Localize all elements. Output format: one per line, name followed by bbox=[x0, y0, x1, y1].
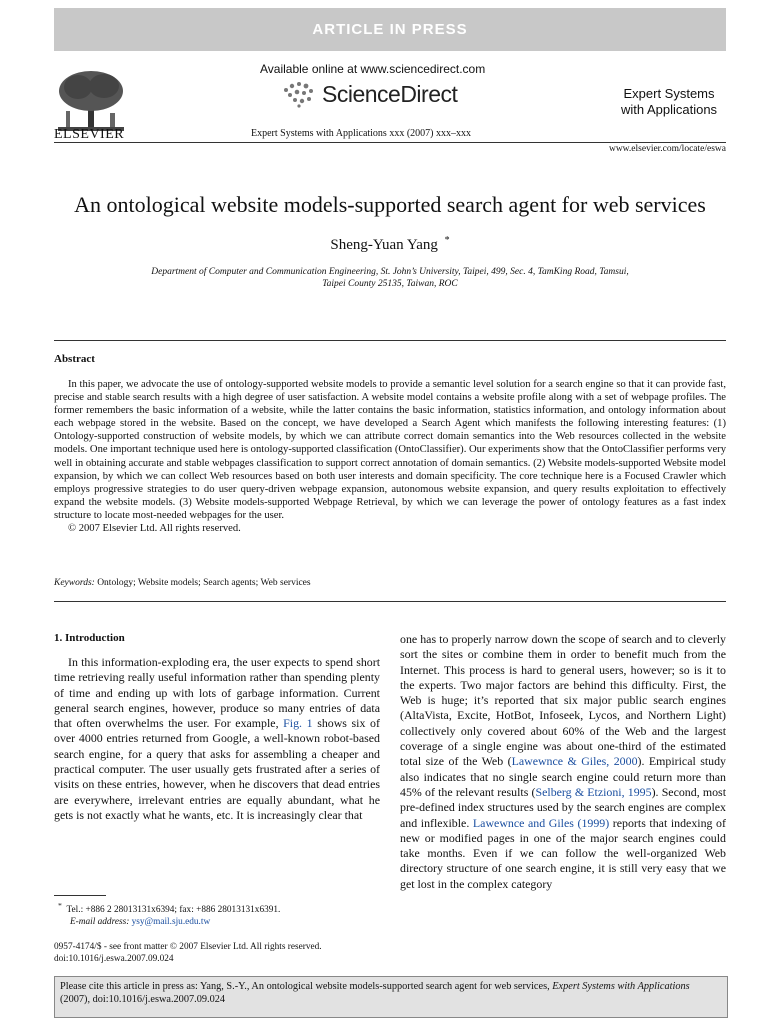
intro-paragraph-left bbox=[54, 655, 380, 823]
affiliation bbox=[100, 266, 680, 290]
footnote-tel: Tel.: +886 2 28013131x6394; fax: +886 28013131x6391. bbox=[66, 905, 281, 916]
intro-right-text-a: one has to properly narrow down the scope of search and to cleverly sort the sites or combine them in order to benefit much from the Internet. This process is hard to general users, however; so is it to the experts. Two major factors are behind this difficulty. First, the Web is huge; it’s reported that six major public search engines (AltaVista, Excite, HotBot, Infoseek, Lycos, and Northern Light) collectively only covered about 60% of the Web and the largest coverage of a single engine was about one-third of the estimated total size of the Web ( bbox=[400, 632, 726, 769]
footnote-email-label: E-mail address: bbox=[70, 917, 130, 928]
keywords-list: Ontology; Website models; Search agents; Web services bbox=[97, 578, 311, 588]
author-email-link[interactable]: ysy@mail.sju.edu.tw bbox=[131, 917, 211, 928]
issn-doi-info bbox=[54, 941, 322, 965]
article-in-press-banner: ARTICLE IN PRESS bbox=[54, 8, 726, 51]
journal-citation-line: Expert Systems with Applications xxx (2007) xxx–xxx bbox=[251, 128, 471, 139]
intro-paragraph-right bbox=[400, 632, 726, 892]
publisher-name: ELSEVIER bbox=[54, 127, 125, 142]
cite-prefix: Please cite this article in press as: Yang, S.-Y., An ontological website models-supported search agent for web services, bbox=[60, 981, 550, 992]
doi-line: doi:10.1016/j.eswa.2007.09.024 bbox=[54, 954, 174, 964]
cite-suffix: (2007), doi:10.1016/j.eswa.2007.09.024 bbox=[60, 994, 226, 1005]
abstract-copyright: © 2007 Elsevier Ltd. All rights reserved. bbox=[68, 523, 241, 535]
sciencedirect-dots-icon bbox=[282, 80, 318, 108]
affiliation-line2: Taipei County 25135, Taiwan, ROC bbox=[322, 279, 458, 289]
abstract-heading: Abstract bbox=[54, 353, 95, 365]
left-column bbox=[54, 632, 380, 823]
footnote-mark: * bbox=[58, 901, 62, 910]
fig1-link[interactable]: Fig. 1 bbox=[283, 716, 313, 731]
ref-lawewnce-giles-2000[interactable]: Lawewnce & Giles, 2000 bbox=[511, 754, 638, 769]
author bbox=[54, 235, 726, 254]
footnote-rule bbox=[54, 895, 106, 896]
author-footnote-mark[interactable]: * bbox=[444, 235, 450, 246]
cite-journal: Expert Systems with Applications bbox=[552, 981, 690, 992]
intro-text-1: In this information-exploding era, the user expects to spend short time retrieving really useful information rather than spending plenty of time and ending up with lots of garbage information. Current general search engines, however, produce so many entries of data that often overwhelms the user. For example, bbox=[54, 655, 380, 731]
journal-name-line2: with Applications bbox=[620, 102, 718, 117]
sciencedirect-logo bbox=[282, 80, 457, 108]
issn-line: 0957-4174/$ - see front matter © 2007 Elsevier Ltd. All rights reserved. bbox=[54, 942, 322, 952]
journal-name-line1: Expert Systems bbox=[623, 86, 715, 101]
footnote-email-line bbox=[58, 916, 280, 928]
abstract-body bbox=[54, 378, 726, 535]
header-rule bbox=[54, 142, 726, 143]
keywords-label: Keywords: bbox=[54, 578, 95, 588]
right-column bbox=[400, 632, 726, 892]
intro-right-text-c: ). Second, most pre-defined index structures used by the search engines are complex and inflexible. bbox=[400, 784, 726, 830]
abstract-text: In this paper, we advocate the use of ontology-supported website models to provide a semantic level solution for a search engine so that it can provide fast, precise and stable search results with a high degree of user satisfaction. A website model contains a website profile along with a set of webpage profiles. The former remembers the basic information of a website, while the latter contains the basic information, statistics information, and ontology information about each webpage stored in the website. Based on the concept, we have developed a Search Agent which manifests the following interesting features: (1) Ontology-supported construction of website models, by which we can attribute correct domain semantics into the Web resources collected in the website models. One important technique used here is ontology-supported classification (OntoClassifier). Our experiments show that the OntoClassifier performs very well in obtaining accurate and stable webpages classification to support correct annotation of domain semantics. (2) Website models-supported Website model expansion, by which we can collect Web resources based on both user interests and domain specificity. The core technique here is a Focused Crawler which employs progressive strategies to do user query-driven webpage expansion, autonomous website expansion, and query results exploitation to effectively expand the website models. (3) Website models-supported Webpage Retrieval, by which we can leverage the power of ontology features as a fast index structure to locate most-needed webpages for the user. bbox=[54, 379, 726, 521]
sciencedirect-name: ScienceDirect bbox=[322, 80, 458, 107]
abstract-top-rule bbox=[54, 340, 726, 341]
intro-right-text-d: reports that indexing of new or modified pages in one of the major search engines could take months. Even if we can follow the well-organized Web directory structure of one search engine, it is still very easy that we get lost in the complex category bbox=[400, 815, 726, 891]
available-online-text: Available online at www.sciencedirect.com bbox=[260, 62, 486, 76]
intro-right-text-b: ). Empirical study also indicates that no single search engine could return more than 45% of the relevant results ( bbox=[400, 754, 727, 799]
journal-url[interactable]: www.elsevier.com/locate/eswa bbox=[608, 144, 726, 154]
keywords bbox=[54, 578, 311, 588]
article-title: An ontological website models-supported search agent for web services bbox=[74, 192, 706, 217]
abstract-bottom-rule bbox=[54, 601, 726, 602]
intro-text-2: shows six of over 4000 entries returned from Google, a well-known robot-based search engine, for a query that asks for assembling a cheaper and practical computer. The user usually gets frustrated after a series of visits on these entries, however, when he discovers that dead entries are everywhere, irrelevant entries are equally abundant, what he gets is not exactly what he wants, etc. It is increasingly clear that bbox=[54, 716, 380, 822]
affiliation-line1: Department of Computer and Communication Engineering, St. John’s University, Taipei, 499, Sec. 4, TamKing Road, Tamsui, bbox=[151, 267, 629, 277]
journal-name bbox=[612, 86, 726, 118]
intro-heading: 1. Introduction bbox=[54, 632, 125, 644]
citation-box bbox=[54, 976, 728, 1018]
ref-selberg-etzioni-1995[interactable]: Selberg & Etzioni, 1995 bbox=[535, 784, 652, 799]
author-footnote bbox=[58, 900, 280, 928]
footnote-tel-line bbox=[58, 900, 280, 916]
author-name: Sheng-Yuan Yang bbox=[330, 237, 438, 253]
ref-lawewnce-giles-1999[interactable]: Lawewnce and Giles (1999) bbox=[472, 815, 610, 830]
